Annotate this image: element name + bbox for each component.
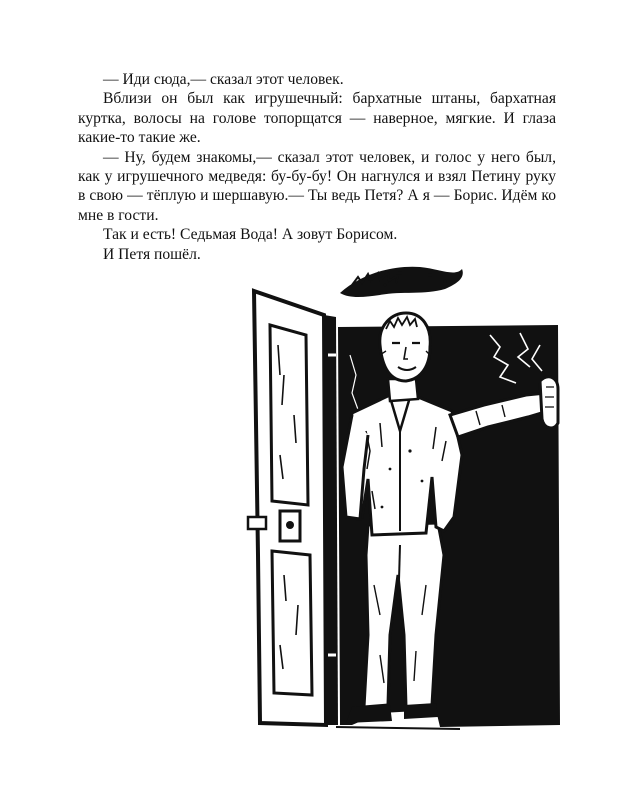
man-trousers [364,523,444,707]
foliage-scribble [340,267,463,297]
man-left-shoe [346,705,392,723]
paragraph-2: Вблизи он был как игрушечный: бархатные штаны, бархатная куртка, волосы на голове топорщатся — наверное, мягкие. И глаза какие-то такие же. [78,90,556,147]
story-text [78,70,556,264]
door-panel [254,291,326,725]
open-door [248,291,338,725]
paragraph-5: И Петя пошёл. [103,245,201,263]
paragraph-1: — Иди сюда,— сказал этот человек. [103,71,344,88]
illustration-drawing [240,255,570,745]
paragraph-4: Так и есть! Седьмая Вода! А зовут Борисом. [103,226,398,244]
man-hand [540,377,558,428]
ground-line [336,727,460,729]
illustration-man-in-doorway [240,255,570,745]
man-right-shoe [404,703,438,719]
paragraph-3: — Ну, будем знакомы,— сказал этот человек, и голос у него был, как у игрушечного медведя: бу-бу-бу! Он нагнулся и взял Петину руку в свою — тёплую и шершавую.— Ты ведь Петя? А я — Борис. Идём ко мне в гости. [78,148,556,224]
